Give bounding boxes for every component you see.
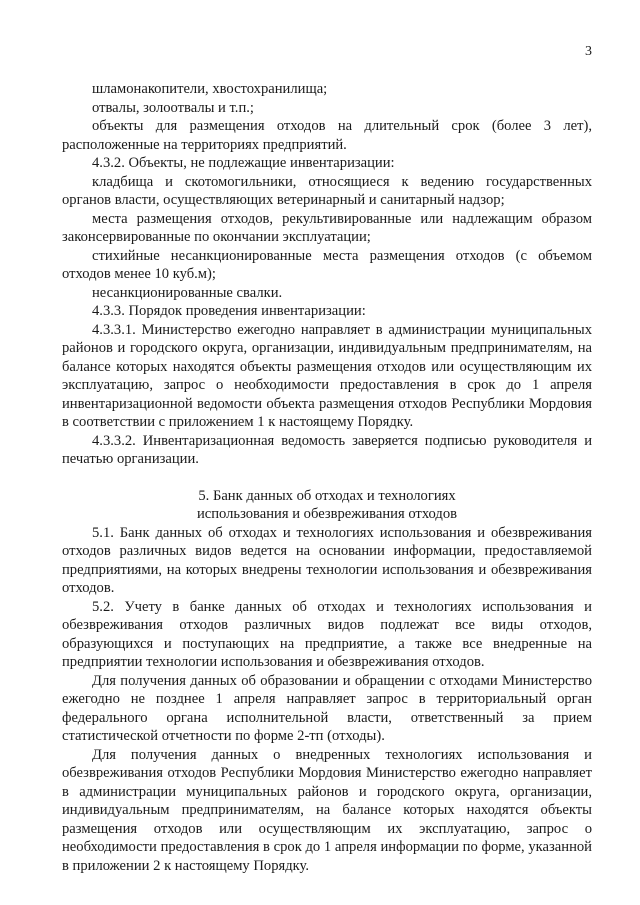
paragraph: стихийные несанкционированные места размещения отходов (с объемом отходов менее 10 куб.м); xyxy=(62,247,592,282)
paragraph: объекты для размещения отходов на длительный срок (более 3 лет), расположенные на территориях предприятий. xyxy=(62,118,592,153)
paragraph: Для получения данных о внедренных технологиях использования и обезвреживания отходов Республики Мордовия Министерство ежегодно направляет в администрации муниципальных районов и городского округа, организации, индивидуальным предпринимателям, на балансе которых находятся объекты размещения отходов или осуществляющим их эксплуатацию, запрос о необходимости предоставления в срок до 1 апреля информации по форме, указанной в приложении 2 к настоящему Порядку. xyxy=(62,746,592,874)
paragraph: места размещения отходов, рекультивированные или надлежащим образом законсервированные по окончании эксплуатации; xyxy=(62,210,592,245)
paragraph: 4.3.3.1. Министерство ежегодно направляет в администрации муниципальных районов и городского округа, организации, индивидуальным предпринимателям, на балансе которых находятся объекты размещения отходов или осуществляющим их эксплуатацию, запрос о необходимости предоставления в срок до 1 апреля инвентаризационной ведомости объекта размещения отходов Республики Мордовия в соответствии с приложением 1 к настоящему Порядку. xyxy=(62,321,592,430)
paragraph: отвалы, золоотвалы и т.п.; xyxy=(92,99,254,116)
section-heading xyxy=(62,487,592,524)
paragraph: 4.3.3. Порядок проведения инвентаризации: xyxy=(92,303,366,319)
section-heading-line: использования и обезвреживания отходов xyxy=(196,506,458,522)
page-number: 3 xyxy=(585,44,592,59)
section-heading-line: 5. Банк данных об отходах и технологиях xyxy=(198,487,456,504)
paragraph: 5.2. Учету в банке данных об отходах и технологиях использования и обезвреживания отходов различных видов подлежат все виды отходов, образующихся и поступающих на предприятие, а также все внедренные на предприятии технологии использования и обезвреживания отходов. xyxy=(62,598,592,670)
paragraph: шламонакопители, хвостохранилища; xyxy=(92,81,328,97)
paragraph: 5.1. Банк данных об отходах и технологиях использования и обезвреживания отходов различных видов ведется на основании информации, предоставляемой предприятиями, на которых внедрены технологии использования и обезвреживания отходов. xyxy=(62,524,592,596)
paragraph: 4.3.2. Объекты, не подлежащие инвентаризации: xyxy=(92,155,395,171)
paragraph: кладбища и скотомогильники, относящиеся к ведению государственных органов власти, осуществляющих ветеринарный и санитарный надзор; xyxy=(62,173,592,208)
paragraph: 4.3.3.2. Инвентаризационная ведомость заверяется подписью руководителя и печатью организации. xyxy=(62,432,592,467)
document-body xyxy=(62,80,592,875)
paragraph: несанкционированные свалки. xyxy=(92,284,283,301)
paragraph: Для получения данных об образовании и обращении с отходами Министерство ежегодно не позднее 1 апреля направляет запрос в территориальный орган федерального органа исполнительной власти, ответственный за прием статистической отчетности по форме 2-тп (отходы). xyxy=(62,672,592,744)
